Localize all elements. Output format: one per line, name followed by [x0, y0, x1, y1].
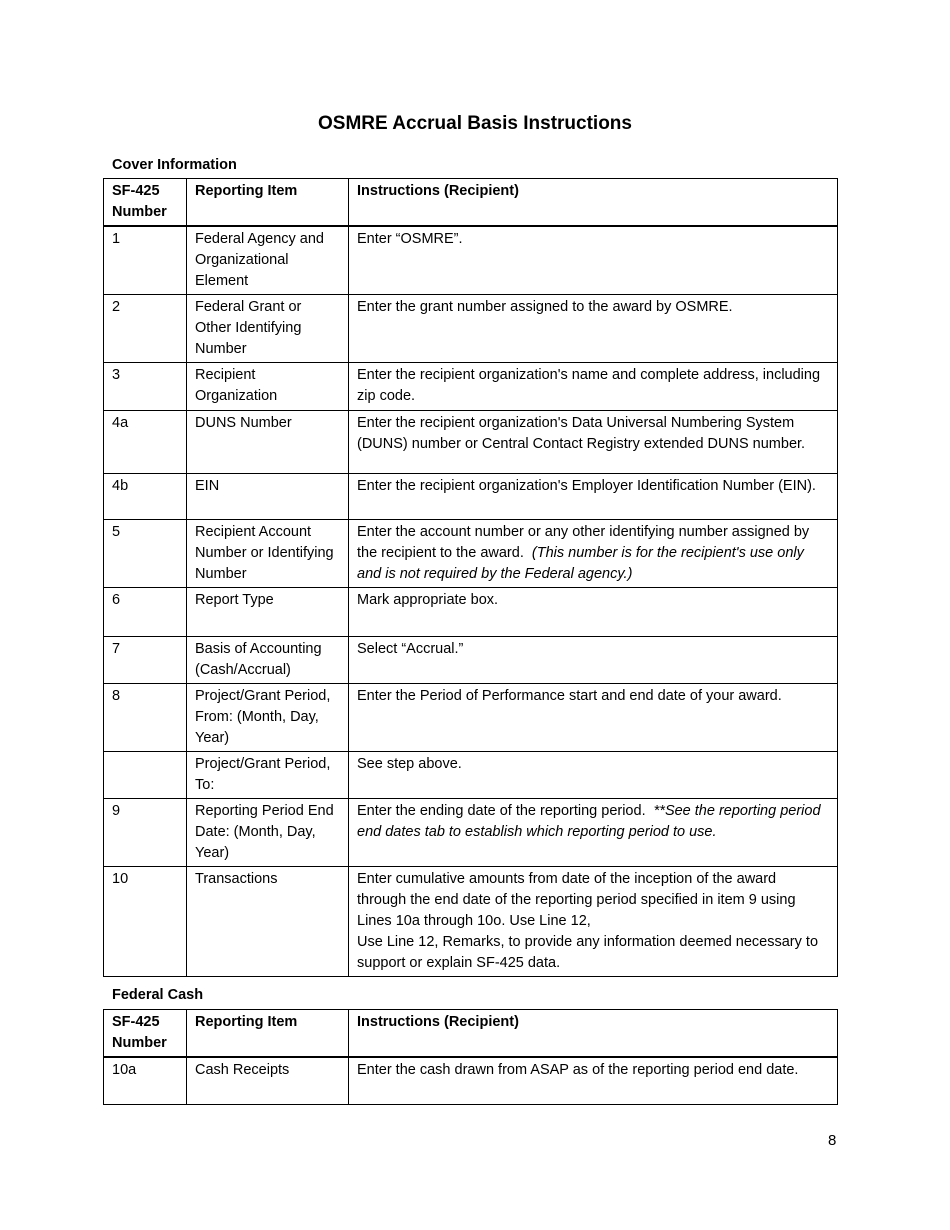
column-header-item: Reporting Item [187, 179, 349, 227]
row-instructions: Mark appropriate box. [349, 588, 838, 637]
column-header-instructions: Instructions (Recipient) [349, 1010, 838, 1058]
row-item: Recipient Account Number or Identifying Number [187, 520, 349, 588]
row-item: Federal Agency and Organizational Element [187, 226, 349, 295]
row-instructions-note: (This number is for the recipient's use only and is not required by the Federal agency.) [357, 545, 804, 582]
row-instructions: Select “Accrual.” [349, 637, 838, 684]
table-row [104, 474, 838, 520]
table-row [104, 411, 838, 474]
row-number: 6 [104, 588, 187, 637]
column-header-item: Reporting Item [187, 1010, 349, 1058]
row-number: 7 [104, 637, 187, 684]
row-item: Reporting Period End Date: (Month, Day, Year) [187, 799, 349, 867]
column-header-number: SF-425 Number [104, 179, 187, 227]
table-row [104, 684, 838, 752]
row-number: 3 [104, 363, 187, 411]
row-instructions [349, 867, 838, 977]
row-item: Federal Grant or Other Identifying Number [187, 295, 349, 363]
row-item: Cash Receipts [187, 1057, 349, 1104]
row-instructions [349, 799, 838, 867]
table-row [104, 588, 838, 637]
page-number: 8 [828, 1132, 837, 1149]
table-row [104, 363, 838, 411]
row-item: EIN [187, 474, 349, 520]
row-number [104, 752, 187, 799]
row-instructions [349, 520, 838, 588]
column-header-instructions: Instructions (Recipient) [349, 179, 838, 227]
table-row [104, 799, 838, 867]
row-item: Report Type [187, 588, 349, 637]
row-item: Project/Grant Period, From: (Month, Day, Year) [187, 684, 349, 752]
row-number: 4a [104, 411, 187, 474]
page-title: OSMRE Accrual Basis Instructions [318, 113, 632, 134]
row-number: 9 [104, 799, 187, 867]
row-number: 10a [104, 1057, 187, 1104]
table-row [104, 226, 838, 295]
column-header-number: SF-425 Number [104, 1010, 187, 1058]
row-item: Recipient Organization [187, 363, 349, 411]
row-instructions: Enter the Period of Performance start and end date of your award. [349, 684, 838, 752]
row-number: 1 [104, 226, 187, 295]
row-instructions: Enter the recipient organization's Data Universal Numbering System (DUNS) number or Central Contact Registry extended DUNS number. [349, 411, 838, 474]
row-instructions: Enter the grant number assigned to the award by OSMRE. [349, 295, 838, 363]
row-item: Transactions [187, 867, 349, 977]
table-header-row [104, 1010, 838, 1058]
row-item: Basis of Accounting (Cash/Accrual) [187, 637, 349, 684]
row-instructions-text: Enter the account number or any other identifying number assigned by the recipient to the award. [357, 524, 810, 561]
row-instructions: See step above. [349, 752, 838, 799]
row-instructions-text-2: Use Line 12, Remarks, to provide any information deemed necessary to support or explain SF-425 data. [357, 934, 819, 971]
row-item: DUNS Number [187, 411, 349, 474]
row-number: 5 [104, 520, 187, 588]
table-row [104, 295, 838, 363]
table-header-row [104, 179, 838, 227]
row-number: 4b [104, 474, 187, 520]
row-instructions: Enter the cash drawn from ASAP as of the reporting period end date. [349, 1057, 838, 1104]
table-row [104, 752, 838, 799]
federal-cash-table [103, 1009, 838, 1105]
row-instructions-note: **See the reporting period end dates tab to establish which reporting period to use. [357, 803, 821, 840]
table-row [104, 867, 838, 977]
row-instructions-text: Enter the ending date of the reporting period. [357, 803, 646, 819]
row-instructions: Enter the recipient organization's Employer Identification Number (EIN). [349, 474, 838, 520]
row-instructions: Enter the recipient organization's name and complete address, including zip code. [349, 363, 838, 411]
section-heading-federal-cash: Federal Cash [112, 987, 204, 1003]
row-number: 10 [104, 867, 187, 977]
row-instructions-text: Enter cumulative amounts from date of the inception of the award through the end date of the reporting period specified in item 9 using Lines 10a through 10o. Use Line 12, [357, 871, 796, 929]
row-number: 8 [104, 684, 187, 752]
row-number: 2 [104, 295, 187, 363]
table-row [104, 637, 838, 684]
cover-information-table [103, 178, 838, 977]
row-item: Project/Grant Period, To: [187, 752, 349, 799]
table-row [104, 520, 838, 588]
table-row [104, 1057, 838, 1104]
section-heading-cover: Cover Information [112, 157, 237, 173]
row-instructions: Enter “OSMRE”. [349, 226, 838, 295]
